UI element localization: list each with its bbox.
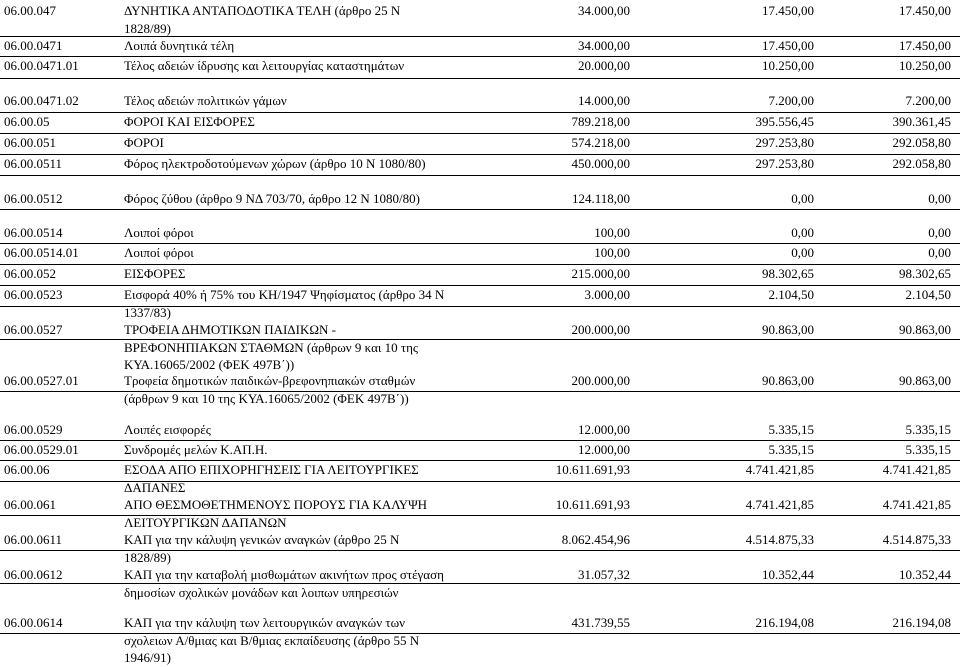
- certified-amount: 297.253,80: [755, 135, 814, 150]
- account-description: ΚΑΠ για την κάλυψη γενικών αναγκών (άρθρο 25 Ν 1828/89): [124, 532, 400, 565]
- account-description: Λοιπά δυνητικά τέλη: [124, 38, 235, 53]
- budgeted-amount: 200.000,00: [571, 373, 630, 388]
- budgeted-amount: 10.611.691,93: [555, 497, 630, 512]
- account-code: 06.00.0529: [4, 422, 63, 437]
- budgeted-amount: 34.000,00: [578, 3, 630, 18]
- budgeted-amount: 200.000,00: [571, 322, 630, 337]
- budgeted-amount: 100,00: [594, 245, 630, 260]
- budgeted-amount: 10.611.691,93: [555, 462, 630, 477]
- account-code: 06.00.0523: [4, 287, 63, 302]
- account-description: ΚΑΠ για την καταβολή μισθωμάτων ακινήτων προς στέγαση δημοσίων σχολικών μονάδων και λοιπων υπηρεσιών: [124, 567, 444, 600]
- collected-amount: 5.335,15: [905, 422, 951, 437]
- account-code: 06.00.0612: [4, 567, 63, 582]
- budgeted-amount: 14.000,00: [578, 93, 630, 108]
- collected-amount: 292.058,80: [892, 135, 951, 150]
- account-description: ΤΡΟΦΕΙΑ ΔΗΜΟΤΙΚΩΝ ΠΑΙΔΙΚΩΝ - ΒΡΕΦΟΝΗΠΙΑΚΩΝ ΣΤΑΘΜΩΝ (άρθρων 9 και 10 της ΚΥΑ.16065/2002 (ΦΕΚ 497Β΄)): [124, 322, 419, 372]
- account-description: ΕΣΟΔΑ ΑΠΟ ΕΠΙΧΟΡΗΓΗΣΕΙΣ ΓΙΑ ΛΕΙΤΟΥΡΓΙΚΕΣ ΔΑΠΑΝΕΣ: [124, 462, 419, 495]
- collected-amount: 10.250,00: [899, 58, 951, 73]
- collected-amount: 216.194,08: [892, 615, 951, 630]
- row-separator: [0, 78, 960, 79]
- collected-amount: 17.450,00: [899, 38, 951, 53]
- certified-amount: 4.741.421,85: [745, 462, 814, 477]
- certified-amount: 0,00: [791, 245, 814, 260]
- collected-amount: 0,00: [928, 245, 951, 260]
- collected-amount: 4.741.421,85: [882, 462, 951, 477]
- certified-amount: 10.250,00: [762, 58, 814, 73]
- budgeted-amount: 789.218,00: [571, 114, 630, 129]
- account-code: 06.00.051: [4, 135, 56, 150]
- account-description: ΕΙΣΦΟΡΕΣ: [124, 266, 186, 281]
- certified-amount: 98.302,65: [762, 266, 814, 281]
- account-code: 06.00.05: [4, 114, 50, 129]
- account-description: ΚΑΠ για την κάλυψη των λειτουργικών αναγκών των σχολειων Α/θμιας και Β/θμιας εκπαίδευσης (άρθρο 55 Ν 1946/91): [124, 615, 420, 665]
- budgeted-amount: 450.000,00: [571, 156, 630, 171]
- collected-amount: 90.863,00: [899, 373, 951, 388]
- collected-amount: 98.302,65: [899, 266, 951, 281]
- certified-amount: 4.741.421,85: [745, 497, 814, 512]
- certified-amount: 0,00: [791, 225, 814, 240]
- account-description: ΑΠΟ ΘΕΣΜΟΘΕΤΗΜΕΝΟΥΣ ΠΟΡΟΥΣ ΓΙΑ ΚΑΛΥΨΗ ΛΕΙΤΟΥΡΓΙΚΩΝ ΔΑΠΑΝΩΝ: [124, 497, 428, 530]
- budgeted-amount: 574.218,00: [571, 135, 630, 150]
- account-code: 06.00.06: [4, 462, 50, 477]
- account-code: 06.00.0471: [4, 38, 63, 53]
- account-code: 06.00.0512: [4, 191, 63, 206]
- certified-amount: 0,00: [791, 191, 814, 206]
- account-description: Λοιπές εισφορές: [124, 422, 211, 437]
- certified-amount: 5.335,15: [768, 442, 814, 457]
- collected-amount: 2.104,50: [905, 287, 951, 302]
- account-description: ΔΥΝΗΤΙΚΑ ΑΝΤΑΠΟΔΟΤΙΚΑ ΤΕΛΗ (άρθρο 25 Ν 1828/89): [124, 3, 401, 36]
- account-code: 06.00.0527.01: [4, 373, 79, 388]
- certified-amount: 395.556,45: [755, 114, 814, 129]
- account-description: Φόρος ζύθου (άρθρο 9 ΝΔ 703/70, άρθρο 12 Ν 1080/80): [124, 191, 420, 206]
- collected-amount: 4.741.421,85: [882, 497, 951, 512]
- budgeted-amount: 20.000,00: [578, 58, 630, 73]
- collected-amount: 90.863,00: [899, 322, 951, 337]
- row-separator: [0, 209, 960, 210]
- collected-amount: 0,00: [928, 191, 951, 206]
- certified-amount: 297.253,80: [755, 156, 814, 171]
- budgeted-amount: 100,00: [594, 225, 630, 240]
- account-description: Τέλος αδειών ίδρυσης και λειτουργίας καταστημάτων: [124, 58, 405, 73]
- account-code: 06.00.052: [4, 266, 56, 281]
- account-code: 06.00.047: [4, 3, 56, 18]
- account-code: 06.00.0614: [4, 615, 63, 630]
- certified-amount: 5.335,15: [768, 422, 814, 437]
- account-description: ΦΟΡΟΙ: [124, 135, 164, 150]
- account-code: 06.00.061: [4, 497, 56, 512]
- certified-amount: 216.194,08: [755, 615, 814, 630]
- certified-amount: 17.450,00: [762, 38, 814, 53]
- account-code: 06.00.0514: [4, 225, 63, 240]
- budgeted-amount: 124.118,00: [571, 191, 630, 206]
- account-code: 06.00.0471.02: [4, 93, 79, 108]
- certified-amount: 4.514.875,33: [745, 532, 814, 547]
- certified-amount: 10.352,44: [762, 567, 814, 582]
- account-code: 06.00.0529.01: [4, 442, 79, 457]
- collected-amount: 17.450,00: [899, 3, 951, 18]
- account-description: Τέλος αδειών πολιτικών γάμων: [124, 93, 287, 108]
- certified-amount: 90.863,00: [762, 373, 814, 388]
- account-code: 06.00.0511: [4, 156, 63, 171]
- account-code: 06.00.0471.01: [4, 58, 79, 73]
- certified-amount: 7.200,00: [768, 93, 814, 108]
- budgeted-amount: 215.000,00: [571, 266, 630, 281]
- account-description: Εισφορά 40% ή 75% του ΚΗ/1947 Ψηφίσματος (άρθρο 34 Ν 1337/83): [124, 287, 445, 320]
- collected-amount: 390.361,45: [892, 114, 951, 129]
- budgeted-amount: 31.057,32: [578, 567, 630, 582]
- row-separator: [0, 175, 960, 176]
- budgeted-amount: 34.000,00: [578, 38, 630, 53]
- account-description: ΦΟΡΟΙ ΚΑΙ ΕΙΣΦΟΡΕΣ: [124, 114, 255, 129]
- collected-amount: 292.058,80: [892, 156, 951, 171]
- collected-amount: 4.514.875,33: [882, 532, 951, 547]
- account-code: 06.00.0527: [4, 322, 63, 337]
- budgeted-amount: 8.062.454,96: [561, 532, 630, 547]
- budgeted-amount: 12.000,00: [578, 442, 630, 457]
- account-description: Συνδρομές μελών Κ.ΑΠ.Η.: [124, 442, 268, 457]
- collected-amount: 0,00: [928, 225, 951, 240]
- account-code: 06.00.0514.01: [4, 245, 79, 260]
- account-description: Φόρος ηλεκτροδοτούμενων χώρων (άρθρο 10 Ν 1080/80): [124, 156, 426, 171]
- budgeted-amount: 3.000,00: [584, 287, 630, 302]
- collected-amount: 7.200,00: [905, 93, 951, 108]
- account-description: Λοιποί φόροι: [124, 225, 194, 240]
- certified-amount: 2.104,50: [768, 287, 814, 302]
- account-description: Τροφεία δημοτικών παιδικών-βρεφονηπιακών σταθμών (άρθρων 9 και 10 της ΚΥΑ.16065/2002 (ΦΕΚ 497Β΄)): [124, 373, 416, 406]
- collected-amount: 10.352,44: [899, 567, 951, 582]
- collected-amount: 5.335,15: [905, 442, 951, 457]
- account-code: 06.00.0611: [4, 532, 63, 547]
- account-description: Λοιποί φόροι: [124, 245, 194, 260]
- budgeted-amount: 431.739,55: [571, 615, 630, 630]
- certified-amount: 17.450,00: [762, 3, 814, 18]
- budgeted-amount: 12.000,00: [578, 422, 630, 437]
- certified-amount: 90.863,00: [762, 322, 814, 337]
